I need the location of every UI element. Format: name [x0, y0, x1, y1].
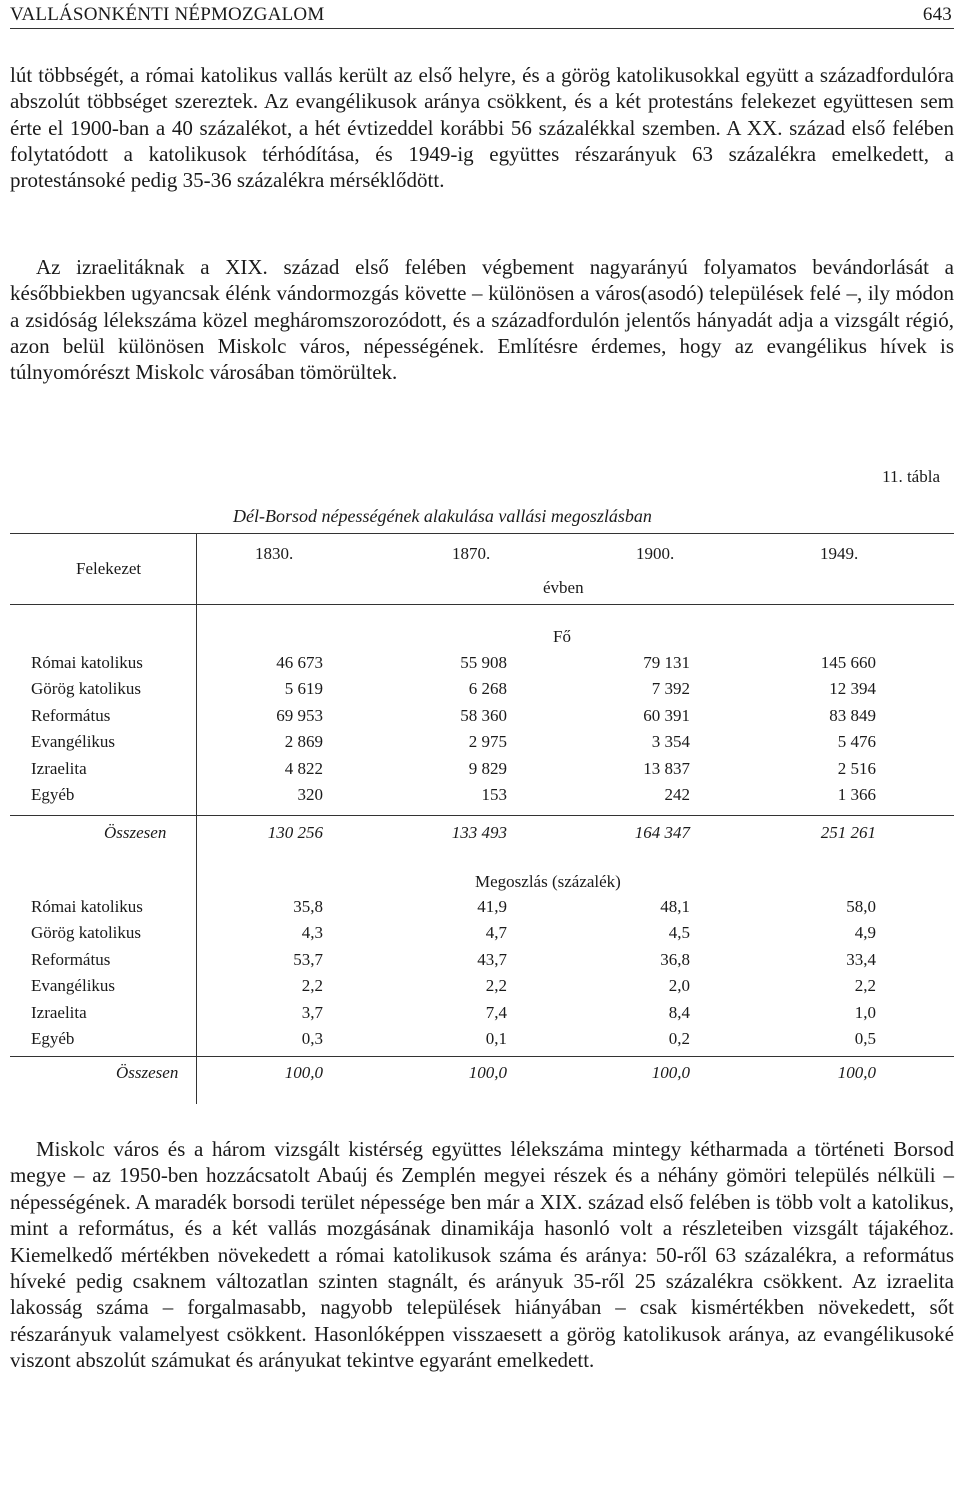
paragraph-1b: Az izraelitáknak a XIX. század első felében végbement nagyarányú folyamatos bevándorlását a későbbiekben ugyancsak élénk vándormozgás követte – különösen a város(asodó) települések felé –, ily módon a zsidóság lélekszáma közel megháromszorozódott, és a századfordulón jelentős hányadát adja a vizsgált régió, azon belül különösen Miskolc város, népességének. Említésre érdemes, hogy az evangélikus hívek is túlnyomórészt Miskolc városában tömörültek. [10, 255, 954, 385]
table-cell: 0,3 [301, 1029, 323, 1048]
table-caption: Dél-Borsod népességének alakulása vallási megoszlásban [233, 506, 652, 526]
running-title: VALLÁSONKÉNTI NÉPMOZGALOM [10, 4, 325, 25]
year-1830: 1830. [255, 544, 294, 563]
table-cell: 4 822 [284, 758, 323, 778]
table-cell: 12 394 [829, 679, 876, 699]
row-label: Görög katolikus [31, 679, 142, 699]
table-cell: 2 516 [837, 758, 876, 778]
row-label: Egyéb [31, 785, 75, 804]
table-cell: 145 660 [820, 653, 876, 672]
page-number: 643 [922, 4, 952, 25]
table-cell: 53,7 [293, 949, 323, 969]
row-label: Evangélikus [31, 732, 116, 752]
table-vertical-rule [196, 533, 197, 1104]
total-cell: 251 261 [820, 823, 876, 842]
table-cell: 69 953 [276, 705, 323, 725]
row-label: Izraelita [31, 758, 87, 778]
year-1870: 1870. [452, 544, 491, 563]
col-header-felekezet: Felekezet [76, 559, 142, 578]
table-cell: 153 [481, 785, 507, 804]
total-label: Összesen [104, 823, 167, 842]
total-cell: 130 256 [267, 823, 323, 842]
table-number: 11. tábla [882, 467, 940, 486]
total-cell: 100,0 [468, 1063, 507, 1082]
table-cell: 7 392 [651, 679, 690, 699]
table-cell: 9 829 [468, 758, 507, 778]
table-cell: 0,2 [668, 1029, 690, 1048]
total-label: Összesen [116, 1063, 179, 1082]
table-cell: 58 360 [460, 705, 507, 725]
total-cell: 100,0 [837, 1063, 876, 1082]
year-1900: 1900. [636, 544, 675, 563]
table-cell: 48,1 [660, 897, 690, 916]
table-top-rule [10, 533, 954, 534]
table-cell: 2,2 [854, 976, 876, 996]
row-label: Református [31, 705, 111, 725]
table-cell: 3 354 [651, 732, 690, 752]
total-cell: 100,0 [651, 1063, 690, 1082]
total-cell: 133 493 [451, 823, 507, 842]
table-cell: 35,8 [293, 897, 323, 916]
table-cell: 4,7 [485, 923, 507, 943]
table-cell: 36,8 [660, 949, 690, 969]
table-cell: 6 268 [468, 679, 507, 699]
section-label-fo: Fő [553, 627, 571, 646]
table-cell: 4,3 [301, 923, 323, 943]
table-cell: 0,1 [485, 1029, 507, 1048]
table-cell: 13 837 [643, 758, 690, 778]
table-cell: 3,7 [301, 1002, 323, 1022]
table-cell: 46 673 [276, 653, 323, 672]
row-label: Evangélikus [31, 976, 116, 996]
table-cell: 2,0 [668, 976, 690, 996]
table-cell: 4,5 [668, 923, 690, 943]
table-cell: 7,4 [485, 1002, 507, 1022]
table-cell: 79 131 [643, 653, 690, 672]
table-cell: 58,0 [846, 897, 876, 916]
total-cell: 164 347 [634, 823, 690, 842]
years-label: évben [543, 578, 584, 597]
table-cell: 83 849 [829, 705, 876, 725]
table-cell: 43,7 [477, 949, 507, 969]
row-label: Római katolikus [31, 653, 143, 672]
row-label: Görög katolikus [31, 923, 142, 943]
table-cell: 41,9 [477, 897, 507, 916]
table-cell: 0,5 [854, 1029, 876, 1048]
table-cell: 1 366 [837, 785, 876, 804]
table-total-rule-1 [10, 815, 954, 816]
paragraph-1: lút többségét, a római katolikus vallás került az első helyre, és a görög katolikusokkal együtt a századfordulóra abszolút többséget szereztek. Az evangélikusok aránya csökkent, és a két protestáns felekezet együttesen sem érte el 1900-ban a 40 százalékot, a hét évtizeddel korábbi 56 százalékkal szemben. A XX. század első felében folytatódott a katolikusok térhódítása, és 1949-ig együttes részarányuk 63 százalékra emelkedett, a protestánsoké pedig 35-36 százalékra mérséklődött. [10, 63, 954, 193]
row-label: Egyéb [31, 1029, 75, 1048]
table-cell: 55 908 [460, 653, 507, 672]
table-cell: 1,0 [854, 1002, 876, 1022]
running-header [10, 2, 954, 29]
table-cell: 2,2 [301, 976, 323, 996]
table-cell: 5 476 [837, 732, 876, 752]
table-cell: 2 869 [284, 732, 323, 752]
table-cell: 5 619 [284, 679, 323, 699]
row-label: Református [31, 949, 111, 969]
table-cell: 320 [297, 785, 323, 804]
table-cell: 242 [664, 785, 690, 804]
year-1949: 1949. [820, 544, 859, 563]
table-cell: 2,2 [485, 976, 507, 996]
table-header-rule [10, 604, 954, 605]
table-cell: 8,4 [668, 1002, 690, 1022]
total-cell: 100,0 [284, 1063, 323, 1082]
row-label: Római katolikus [31, 897, 143, 916]
section-label-megoszlas: Megoszlás (százalék) [475, 872, 621, 891]
table-cell: 4,9 [854, 923, 876, 943]
table-cell: 60 391 [643, 705, 690, 725]
table-cell: 2 975 [468, 732, 507, 752]
row-label: Izraelita [31, 1002, 87, 1022]
table-total-rule-2 [10, 1056, 954, 1057]
paragraph-2: Miskolc város és a három vizsgált kistérség együttes lélekszáma mintegy kétharmada a történeti Borsod megye – az 1950-ben hozzácsatolt Abaúj és Zemplén megyei részek és a néhány gömöri település nélküli – népességének. A maradék borsodi terület népessége ben már a XIX. század első felében is több volt a katolikus, mint a református, és a két vallás mozgásának dinamikája hasonló volt a részleteiben vizsgált tájakéhoz. Kiemelkedő mértékben növekedett a római katolikusok száma és aránya: 50-ről 63 százalékra, a református híveké pedig csaknem változatlan szinten stagnált, és arányuk 35-ről 25 százalékra csökkent. Az izraelita lakosság száma – forgalmasabb, nagyobb települések hiányában – csak kismértékben növekedett, sőt részarányuk valamelyest csökkent. Hasonlóképpen visszaesett a görög katolikusok aránya, az evangélikusoké viszont abszolút számukat és arányukat tekintve egyaránt emelkedett. [10, 1137, 954, 1373]
table-cell: 33,4 [846, 949, 876, 969]
